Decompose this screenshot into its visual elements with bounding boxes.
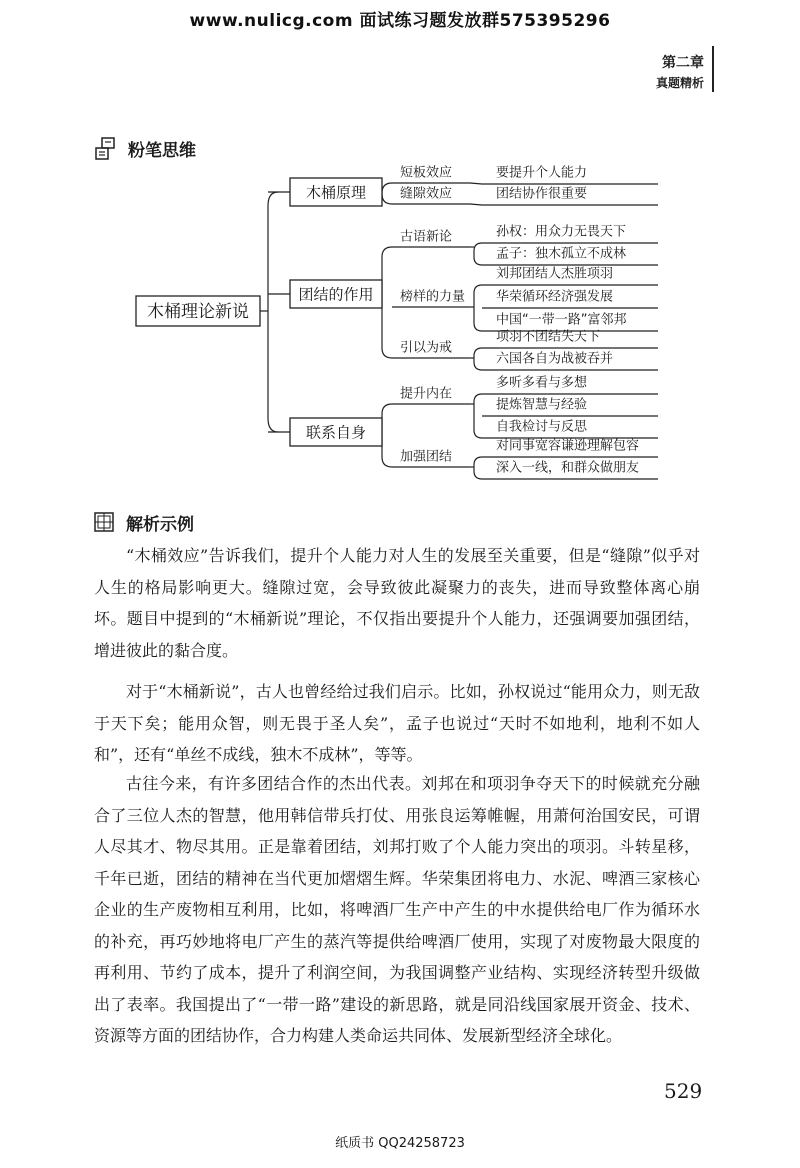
section1-title: 粉笔思维	[128, 141, 196, 161]
leaf-item: 多听多看与多想	[496, 375, 588, 391]
leaf-item: 中国“一带一路”富邻邦	[496, 312, 627, 328]
footer-note: 纸质书 QQ24258723	[335, 1136, 465, 1151]
leaf-item: 孟子：独木孤立不成林	[496, 246, 627, 262]
group-bracket	[382, 183, 392, 204]
group-label: 提升内在	[400, 386, 453, 402]
leaf-item: 自我检讨与反思	[496, 419, 588, 435]
item-bracket	[474, 285, 482, 331]
branch-node-label: 团结的作用	[298, 285, 374, 304]
top-banner: www.nulicg.com 面试练习题发放群575395296	[189, 11, 611, 31]
group-bracket	[382, 404, 392, 467]
branch-node-label: 木桶原理	[305, 183, 367, 202]
item-bracket	[474, 243, 482, 265]
branch-node-label: 联系自身	[305, 423, 367, 442]
paragraph-1: “木桶效应”告诉我们，提升个人能力对人生的发展至关重要，但是“缝隙”似乎对人生的格局影响更大。缝隙过宽，会导致彼此凝聚力的丧失，进而导致整体离心崩坏。题目中提到的“木桶新说”理论，不仅指出要提升个人能力，还强调要加强团结，增进彼此的黏合度。	[94, 546, 700, 660]
section2-icon	[94, 512, 114, 532]
root-node-label: 木桶理论新说	[147, 302, 249, 322]
root-bracket	[268, 192, 278, 432]
group-label: 加强团结	[400, 449, 453, 465]
leaf-item: 深入一线，和群众做朋友	[496, 460, 640, 476]
leaf-item: 团结协作很重要	[496, 186, 588, 202]
group-label: 古语新论	[400, 229, 453, 245]
leaf-item: 提炼智慧与经验	[496, 397, 588, 413]
leaf-item: 刘邦团结人杰胜项羽	[496, 266, 614, 282]
leaf-item: 孙权：用众力无畏天下	[496, 224, 627, 240]
grid-icon	[94, 512, 114, 532]
leaf-item: 项羽不团结失天下	[496, 329, 601, 345]
group-bracket	[382, 247, 392, 358]
group-label: 引以为戒	[400, 340, 453, 356]
item-bracket	[474, 394, 482, 438]
group-label: 缝隙效应	[400, 186, 453, 202]
leaf-item: 对同事宽容谦逊理解包容	[496, 438, 640, 454]
page-number: 529	[664, 1079, 703, 1103]
item-bracket	[474, 457, 482, 479]
item-connector	[470, 204, 482, 205]
chapter-title: 第二章	[662, 55, 704, 71]
section2-title: 解析示例	[126, 515, 194, 535]
item-connector	[470, 183, 482, 184]
leaf-item: 华荣循环经济强发展	[496, 289, 614, 305]
paragraph-3: 古往今来，有许多团结合作的杰出代表。刘邦在和项羽争夺天下的时候就充分融合了三位人杰的智慧，他用韩信带兵打仗、用张良运筹帷幄，用萧何治国安民，可谓人尽其才、物尽其用。正是靠着团结，刘邦打败了个人能力突出的项羽。斗转星移，千年已逝，团结的精神在当代更加熠熠生辉。华荣集团将电力、水泥、啤酒三家核心企业的生产废物相互利用，比如，将啤酒厂生产中产生的中水提供给电厂作为循环水的补充，再巧妙地将电厂产生的蒸汽等提供给啤酒厂使用，实现了对废物最大限度的再利用、节约了成本，提升了利润空间，为我国调整产业结构、实现经济转型升级做出了表率。我国提出了“一带一路”建设的新思路，就是同沿线国家展开资金、技术、资源等方面的团结协作，合力构建人类命运共同体、发展新型经济全球化。	[94, 774, 700, 1045]
chapter-subtitle: 真题精析	[655, 76, 704, 90]
leaf-item: 要提升个人能力	[496, 165, 588, 181]
mind-map	[0, 0, 800, 500]
paragraph-2: 对于“木桶新说”，古人也曾经给过我们启示。比如，孙权说过“能用众力，则无敌于天下矣；能用众智，则无畏于圣人矣”，孟子也说过“天时不如地利，地利不如人和”，还有“单丝不成线，独木不成林”，等等。	[94, 682, 700, 764]
leaf-item: 六国各自为战被吞并	[496, 351, 614, 367]
item-bracket	[474, 348, 482, 370]
group-label: 短板效应	[400, 165, 453, 181]
group-label: 榜样的力量	[400, 289, 466, 305]
